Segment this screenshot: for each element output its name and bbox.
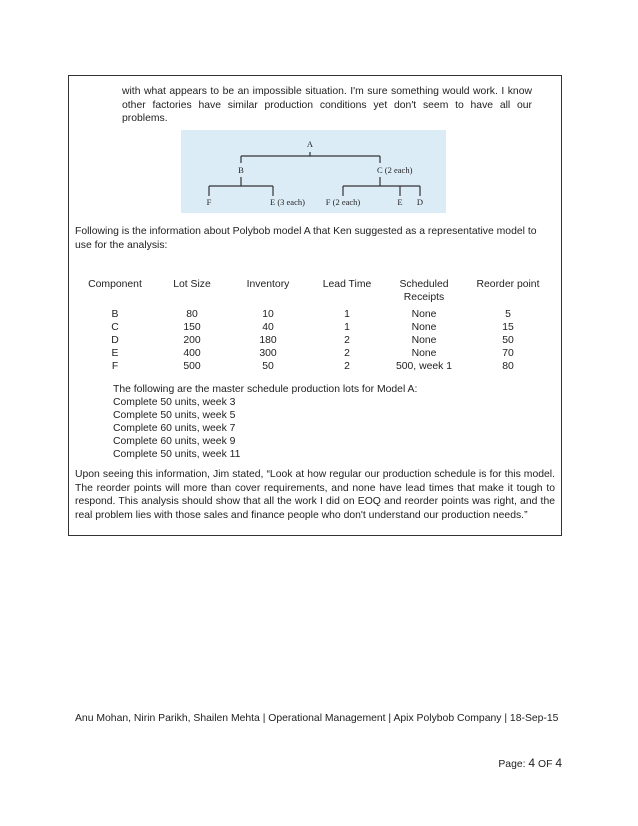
product-structure-diagram — [181, 130, 446, 213]
node-e-under-b: E (3 each) — [270, 197, 305, 207]
cell: 15 — [502, 322, 514, 333]
cell: 2 — [344, 348, 350, 359]
node-f-under-b: F — [206, 197, 212, 207]
cell: 200 — [183, 335, 201, 346]
col-inventory: Inventory — [246, 279, 290, 290]
cell: 180 — [259, 335, 277, 346]
node-a: A — [306, 139, 314, 149]
page-label: Page: — [498, 759, 526, 770]
cell: 80 — [502, 361, 514, 372]
cell: 1 — [344, 322, 350, 333]
cell: B — [111, 309, 119, 320]
schedule-heading: The following are the master schedule production lots for Model A: — [113, 384, 418, 395]
node-b: B — [238, 165, 244, 175]
cell: 80 — [186, 309, 198, 320]
cell: F — [111, 361, 119, 372]
page-current: 4 — [528, 756, 536, 770]
intro-paragraph: with what appears to be an impossible situation. I'm sure something would work. I know other factories have similar production conditions yet don't seem to have all our problems. — [122, 86, 532, 124]
col-lead-time: Lead Time — [322, 279, 372, 290]
table-row — [74, 347, 554, 360]
cell: 2 — [344, 335, 350, 346]
schedule-list — [113, 396, 240, 461]
page-of: OF — [537, 759, 553, 770]
following-paragraph: Following is the information about Polybob model A that Ken suggested as a representative model to use for the analysis: — [75, 226, 537, 251]
list-item: Complete 50 units, week 5 — [113, 410, 236, 421]
closing-paragraph: Upon seeing this information, Jim stated, “Look at how regular our production schedule is for this model. The reorder points will more than cover requirements, and none have lead times that make it tough to respond. This analysis should show that all the work I did on EOQ and reorder points was right, and the real problem lies with those sales and finance people who don't understand our production needs.” — [75, 469, 555, 522]
node-f-under-c: F (2 each) — [325, 197, 361, 207]
cell: 70 — [502, 348, 514, 359]
cell: 40 — [262, 322, 274, 333]
cell: 1 — [344, 309, 350, 320]
list-item: Complete 50 units, week 11 — [113, 449, 241, 460]
cell: D — [111, 335, 119, 346]
list-item: Complete 60 units, week 7 — [113, 423, 236, 434]
page-number — [498, 756, 562, 770]
table-row — [74, 321, 554, 334]
table-row — [74, 308, 554, 321]
cell: C — [111, 322, 119, 333]
node-c: C (2 each) — [377, 165, 413, 175]
cell: 50 — [262, 361, 274, 372]
cell: 50 — [502, 335, 514, 346]
col-reorder-point: Reorder point — [476, 279, 540, 290]
cell: E — [111, 348, 119, 359]
cell: 400 — [183, 348, 201, 359]
node-d-under-c: D — [416, 197, 424, 207]
table-row — [74, 360, 554, 373]
table-row — [74, 334, 554, 347]
product-tree-svg — [181, 130, 446, 213]
table-header-row — [74, 278, 554, 308]
cell: None — [411, 309, 437, 320]
cell: 300 — [259, 348, 277, 359]
cell: 150 — [183, 322, 201, 333]
col-lot-size: Lot Size — [173, 279, 211, 290]
list-item: Complete 60 units, week 9 — [113, 436, 236, 447]
cell: 2 — [344, 361, 350, 372]
col-scheduled-receipts: Scheduled Receipts — [399, 279, 449, 303]
page-footer: Anu Mohan, Nirin Parikh, Shailen Mehta | Operational Management | Apix Polybob Company | 18-Sep-15 — [75, 713, 559, 724]
cell: 5 — [505, 309, 511, 320]
cell: None — [411, 348, 437, 359]
col-component: Component — [88, 279, 142, 290]
cell: 500, week 1 — [395, 361, 453, 372]
node-e-under-c: E — [397, 197, 403, 207]
page-total: 4 — [555, 756, 562, 770]
list-item: Complete 50 units, week 3 — [113, 397, 236, 408]
component-table — [74, 278, 554, 373]
cell: 500 — [183, 361, 201, 372]
cell: None — [411, 322, 437, 333]
cell: 10 — [262, 309, 274, 320]
cell: None — [411, 335, 437, 346]
